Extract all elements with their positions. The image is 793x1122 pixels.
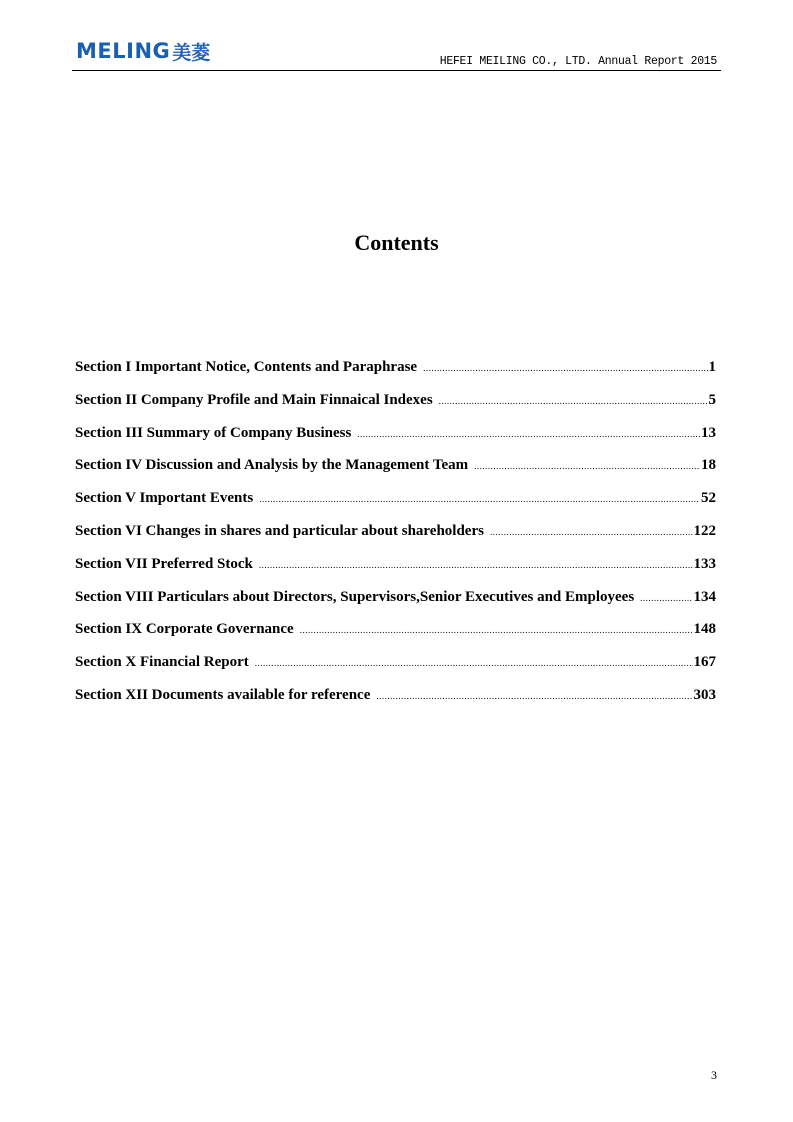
toc-entry[interactable] (75, 589, 716, 622)
toc-leader-dots (357, 429, 700, 439)
toc-entry[interactable] (75, 621, 716, 654)
toc-entry-page: 5 (708, 391, 716, 408)
toc-entry-label: Section VI Changes in shares and particular about shareholders (75, 522, 484, 539)
toc-entry-label: Section III Summary of Company Business (75, 424, 352, 441)
toc-entry-label: Section V Important Events (75, 490, 254, 507)
toc-leader-dots (259, 494, 700, 504)
toc-leader-dots (259, 560, 693, 570)
toc-entry-label: Section II Company Profile and Main Finnaical Indexes (75, 391, 433, 408)
toc-leader-dots (423, 363, 707, 373)
toc-leader-dots (255, 658, 693, 668)
logo-cjk-text: 美菱 (172, 41, 211, 64)
report-header-title: HEFEI MEILING CO., LTD. Annual Report 2015 (439, 55, 717, 68)
toc-entry-page: 122 (693, 522, 716, 539)
toc-entry[interactable] (75, 457, 716, 490)
toc-entry-page: 134 (693, 588, 716, 605)
toc-entry-page: 303 (693, 686, 716, 703)
toc-entry-label: Section IV Discussion and Analysis by the Management Team (75, 457, 469, 474)
toc-entry-page: 18 (701, 457, 716, 474)
page-title: Contents (354, 230, 439, 255)
page-number: 3 (711, 1068, 717, 1082)
toc-entry[interactable] (75, 392, 716, 425)
logo-latin-text: MELING (76, 39, 171, 63)
toc-entry-page: 52 (701, 490, 716, 507)
toc-entry[interactable] (75, 425, 716, 458)
toc-entry-label: Section IX Corporate Governance (75, 621, 294, 638)
toc-entry-label: Section XII Documents available for reference (75, 686, 371, 703)
toc-entry-label: Section I Important Notice, Contents and Paraphrase (75, 359, 418, 375)
toc-entry[interactable] (75, 654, 716, 687)
toc-entry-label: Section X Financial Report (75, 654, 249, 671)
toc-entry[interactable] (75, 556, 716, 589)
toc-entry-page: 133 (693, 555, 716, 572)
toc-leader-dots (474, 461, 700, 471)
company-logo (76, 38, 210, 64)
toc-leader-dots (439, 396, 708, 406)
toc-leader-dots (640, 593, 692, 603)
toc-entry-page: 167 (693, 654, 716, 671)
toc-entry[interactable] (75, 359, 716, 392)
toc-entry[interactable] (75, 687, 716, 720)
toc-entry-label: Section VIII Particulars about Directors, Supervisors,Senior Executives and Employees (75, 588, 635, 605)
toc-entry-page: 13 (701, 424, 716, 441)
toc-leader-dots (376, 691, 692, 701)
toc-entry-page: 1 (708, 359, 716, 375)
toc-entry[interactable] (75, 490, 716, 523)
toc-entry[interactable] (75, 523, 716, 556)
toc-entry-page: 148 (693, 621, 716, 638)
toc-leader-dots (300, 625, 693, 635)
table-of-contents (75, 359, 716, 720)
toc-leader-dots (490, 527, 693, 537)
header-divider (72, 70, 721, 71)
toc-entry-label: Section VII Preferred Stock (75, 555, 253, 572)
